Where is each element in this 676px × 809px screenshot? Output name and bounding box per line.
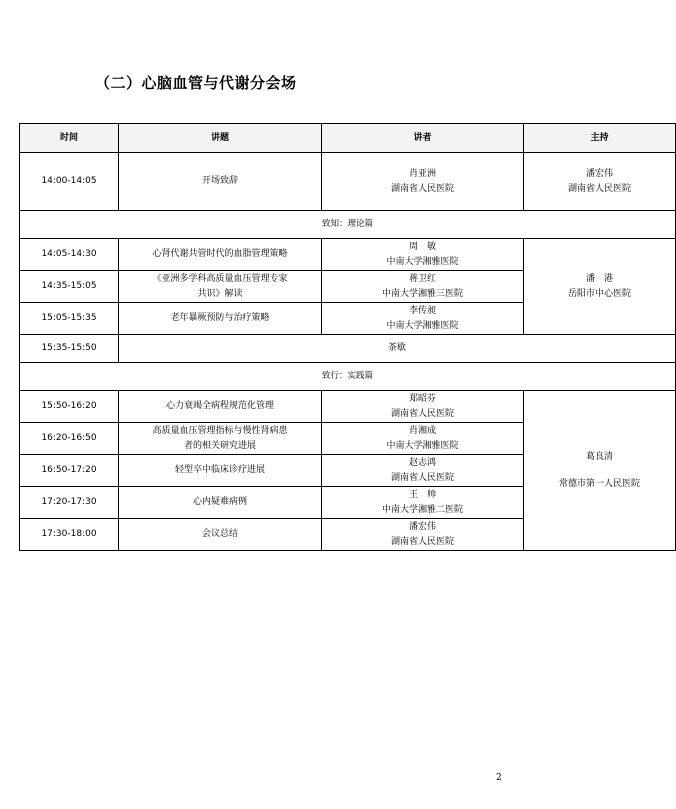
- speaker-cell: [322, 423, 524, 455]
- header-topic: 讲题: [119, 124, 322, 153]
- topic-line: 心力衰竭全病程规范化管理: [165, 401, 274, 411]
- host-org: 岳阳市中心医院: [567, 288, 631, 299]
- section-header-row: [20, 363, 676, 391]
- speaker-org: 中南大学湘雅医院: [386, 256, 459, 267]
- topic-cell: [119, 271, 322, 303]
- topic-cell: [119, 423, 322, 455]
- header-row: [20, 124, 676, 153]
- section-label: 致行：实践篇: [20, 363, 676, 391]
- speaker-org: 湖南省人民医院: [390, 183, 454, 194]
- topic-line: 会议总结: [201, 529, 238, 539]
- speaker-name: 肖湘成: [408, 425, 436, 436]
- topic-line: 高质量血压管理指标与慢性肾病患: [152, 425, 288, 436]
- host-cell: [524, 391, 676, 551]
- break-row: [20, 335, 676, 363]
- time-cell: 17:20-17:30: [20, 487, 119, 519]
- host-cell: [524, 153, 676, 211]
- page-number: 2: [496, 773, 502, 783]
- topic-line: 心内疑难病例: [192, 497, 247, 507]
- topic-cell: 开场致辞: [119, 153, 322, 211]
- speaker-cell: [322, 391, 524, 423]
- speaker-cell: [322, 519, 524, 551]
- topic-line: 老年暴厥预防与治疗策略: [170, 313, 270, 323]
- header-host: 主持: [524, 124, 676, 153]
- speaker-cell: [322, 455, 524, 487]
- topic-cell: [119, 455, 322, 487]
- speaker-name: 王 帅: [408, 489, 436, 500]
- speaker-org: 湖南省人民医院: [390, 472, 454, 483]
- time-cell: 14:00-14:05: [20, 153, 119, 211]
- topic-cell: [119, 519, 322, 551]
- table-row: [20, 239, 676, 271]
- time-cell: 14:35-15:05: [20, 271, 119, 303]
- page-title: （二）心脑血管与代谢分会场: [95, 74, 297, 92]
- time-cell: 16:50-17:20: [20, 455, 119, 487]
- table-row: [20, 391, 676, 423]
- topic-cell: [119, 239, 322, 271]
- speaker-org: 中南大学湘雅三医院: [381, 288, 463, 299]
- section-header-row: [20, 211, 676, 239]
- topic-cell: [119, 303, 322, 335]
- topic-line: 心肾代谢共管时代的血脂管理策略: [152, 249, 288, 259]
- time-cell: 15:05-15:35: [20, 303, 119, 335]
- host-cell: [524, 239, 676, 335]
- speaker-org: 中南大学湘雅医院: [386, 320, 459, 331]
- speaker-name: 周 敏: [408, 241, 436, 252]
- time-cell: 14:05-14:30: [20, 239, 119, 271]
- speaker-cell: [322, 487, 524, 519]
- break-label: 茶歇: [119, 335, 676, 363]
- speaker-name: 郑昭芬: [408, 393, 436, 404]
- topic-line: 轻型卒中临床诊疗进展: [174, 465, 265, 475]
- table-row: [20, 153, 676, 211]
- speaker-org: 中南大学湘雅医院: [386, 440, 459, 451]
- speaker-name: 蒋卫红: [408, 273, 436, 284]
- host-org: 湖南省人民医院: [567, 183, 631, 194]
- topic-line: 《亚洲多学科高质量血压管理专家: [152, 273, 288, 284]
- time-cell: 15:50-16:20: [20, 391, 119, 423]
- host-name: 潘 港: [585, 273, 613, 284]
- speaker-org: 湖南省人民医院: [390, 408, 454, 419]
- section-label: 致知：理论篇: [20, 211, 676, 239]
- time-cell: 16:20-16:50: [20, 423, 119, 455]
- topic-cell: [119, 487, 322, 519]
- topic-line: 共识》解读: [197, 288, 243, 299]
- host-name: 潘宏伟: [585, 168, 613, 179]
- speaker-name: 肖亚洲: [408, 168, 436, 179]
- speaker-cell: [322, 271, 524, 303]
- speaker-name: 李传昶: [408, 305, 436, 316]
- host-org: 常德市第一人民医院: [558, 478, 640, 489]
- header-time: 时间: [20, 124, 119, 153]
- speaker-cell: [322, 239, 524, 271]
- speaker-name: 赵志鸿: [408, 457, 436, 468]
- speaker-org: 湖南省人民医院: [390, 536, 454, 547]
- speaker-org: 中南大学湘雅二医院: [381, 504, 463, 515]
- host-name: 葛良清: [585, 451, 613, 462]
- time-cell: 15:35-15:50: [20, 335, 119, 363]
- topic-cell: [119, 391, 322, 423]
- header-speaker: 讲者: [322, 124, 524, 153]
- topic-line: 者的相关研究进展: [183, 440, 256, 451]
- speaker-cell: [322, 153, 524, 211]
- time-cell: 17:30-18:00: [20, 519, 119, 551]
- speaker-cell: [322, 303, 524, 335]
- speaker-name: 潘宏伟: [408, 521, 436, 532]
- schedule-table: [19, 123, 676, 551]
